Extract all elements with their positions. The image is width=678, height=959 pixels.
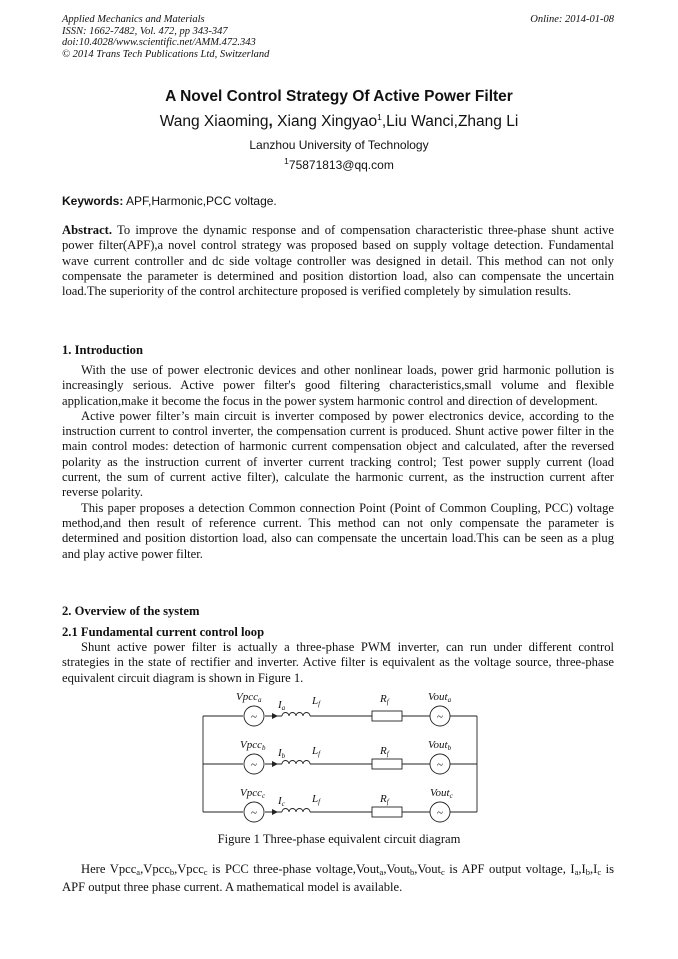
paragraph: Here Vpcc$_a$,Vpcc$_b$,Vpcc$_c$ is PCC three-phase voltage,Vout$_a$,Vout$_b$,Vout$_c$ is APF output voltage, $I_a,I_b,I_c$ is APF output three phase current. A mathematical model is available. xyxy=(62,862,614,895)
keywords xyxy=(62,194,614,208)
output-label-b: Voutb xyxy=(428,739,452,752)
overview-section xyxy=(62,604,614,686)
resistor-label-c: Rf xyxy=(380,793,389,806)
journal-name: Applied Mechanics and Materials xyxy=(62,14,205,25)
copyright-line: © 2014 Trans Tech Publications Ltd, Switzerland xyxy=(62,48,270,60)
current-label-c: Ic xyxy=(278,795,285,808)
current-arrow-icon xyxy=(272,809,278,815)
paragraph: Active power filter’s main circuit is inverter composed by power electronics device, according to the instruction current to control inverter, the compensation current is produced. Shunt active power filter in the main control modes: detection of harmonic current compensation object and calculated, after the reversed polarity as the instruction current of inverter current tracking control; Test power supply current (load current, the sum of current active filter), calculate the harmonic current, as the instruction current after reverse polarity. xyxy=(62,408,614,500)
svg-text:~: ~ xyxy=(437,711,443,723)
output-label-a: Vouta xyxy=(428,691,452,704)
abstract-label: Abstract. xyxy=(62,223,113,237)
abstract xyxy=(62,223,614,299)
svg-text:~: ~ xyxy=(251,807,257,819)
current-label-a: Ia xyxy=(278,699,286,712)
inductor-label-a: Lf xyxy=(312,695,321,708)
resistor-label-b: Rf xyxy=(380,745,389,758)
section-heading: 2. Overview of the system xyxy=(62,604,200,618)
author-2: Xiang Xingyao xyxy=(277,113,378,131)
svg-text:~: ~ xyxy=(437,807,443,819)
current-arrow-icon xyxy=(272,761,278,767)
after-figure-text xyxy=(62,862,614,896)
figure-caption: Figure 1 Three-phase equivalent circuit diagram xyxy=(217,832,461,846)
inductor-label-b: Lf xyxy=(312,745,321,758)
resistor-icon xyxy=(372,711,402,721)
svg-text:~: ~ xyxy=(437,759,443,771)
current-label-b: Ib xyxy=(278,747,286,760)
email-affil-mark: 1 xyxy=(284,156,289,166)
current-arrow-icon xyxy=(272,713,278,719)
author-others: ,Liu Wanci,Zhang Li xyxy=(381,113,519,131)
intro-section xyxy=(62,343,614,562)
paragraph: This paper proposes a detection Common connection Point (Point of Common Coupling, PCC) voltage method,and then result of reference current. This method can not only compensate the parameter is determined and position distortion load, also can compensate the uncertain load.This can be seen as a plug and play active power filter. xyxy=(62,500,614,561)
output-label-c: Voutc xyxy=(430,787,453,800)
abstract-text: To improve the dynamic response and of compensation characteristic three-phase shunt active power filter(APF),a novel control strategy was proposed based on supply voltage detection. Fundamental wave current controller and dc side voltage controller was designed in detail. This method can not only compensate the parameter is determined and position distortion load, also can compensate the uncertain load.The superiority of the control architecture proposed is verified completely by simulation results. xyxy=(62,223,614,299)
email-address: 75871813@qq.com xyxy=(288,158,394,172)
author-1: Wang Xiaoming xyxy=(159,113,269,131)
subsection-heading: 2.1 Fundamental current control loop xyxy=(62,625,265,639)
svg-text:~: ~ xyxy=(251,759,257,771)
issn-line: ISSN: 1662-7482, Vol. 472, pp 343-347 xyxy=(62,25,228,37)
paper-title: A Novel Control Strategy Of Active Power Filter xyxy=(165,88,513,105)
author-list xyxy=(0,112,678,131)
source-label-b: Vpccb xyxy=(240,739,266,752)
keywords-label: Keywords: xyxy=(62,194,124,208)
resistor-label-a: Rf xyxy=(380,693,389,706)
resistor-icon xyxy=(372,759,402,769)
svg-text:~: ~ xyxy=(251,711,257,723)
online-date: Online: 2014-01-08 xyxy=(530,14,614,25)
inductor-label-c: Lf xyxy=(312,793,321,806)
affiliation: Lanzhou University of Technology xyxy=(249,138,429,152)
inductor-icon xyxy=(282,809,310,813)
paragraph: Shunt active power filter is actually a three-phase PWM inverter, can run under different control strategies in the state of rectifier and inverter. Active filter is equivalent as the voltage source, three-phase equivalent circuit diagram is shown in Figure 1. xyxy=(62,640,614,685)
resistor-icon xyxy=(372,807,402,817)
source-label-c: Vpccc xyxy=(240,787,266,800)
inductor-icon xyxy=(282,761,310,765)
inductor-icon xyxy=(282,713,310,717)
paragraph: With the use of power electronic devices and other nonlinear loads, power grid harmonic pollution is increasingly serious. Active power filter's good filtering characteristics,small volume and flexible application,make it become the focus in the power system harmonic control and direction of development. xyxy=(62,363,614,408)
journal-header xyxy=(62,14,269,60)
section-heading: 1. Introduction xyxy=(62,343,143,357)
doi-line: doi:10.4028/www.scientific.net/AMM.472.343 xyxy=(62,37,256,48)
author-email xyxy=(0,156,678,172)
author-2-affil-mark: 1 xyxy=(377,112,382,122)
keywords-text: APF,Harmonic,PCC voltage. xyxy=(123,194,277,208)
circuit-diagram xyxy=(200,686,480,828)
author-separator: , xyxy=(268,113,278,131)
source-label-a: Vpcca xyxy=(236,691,262,704)
